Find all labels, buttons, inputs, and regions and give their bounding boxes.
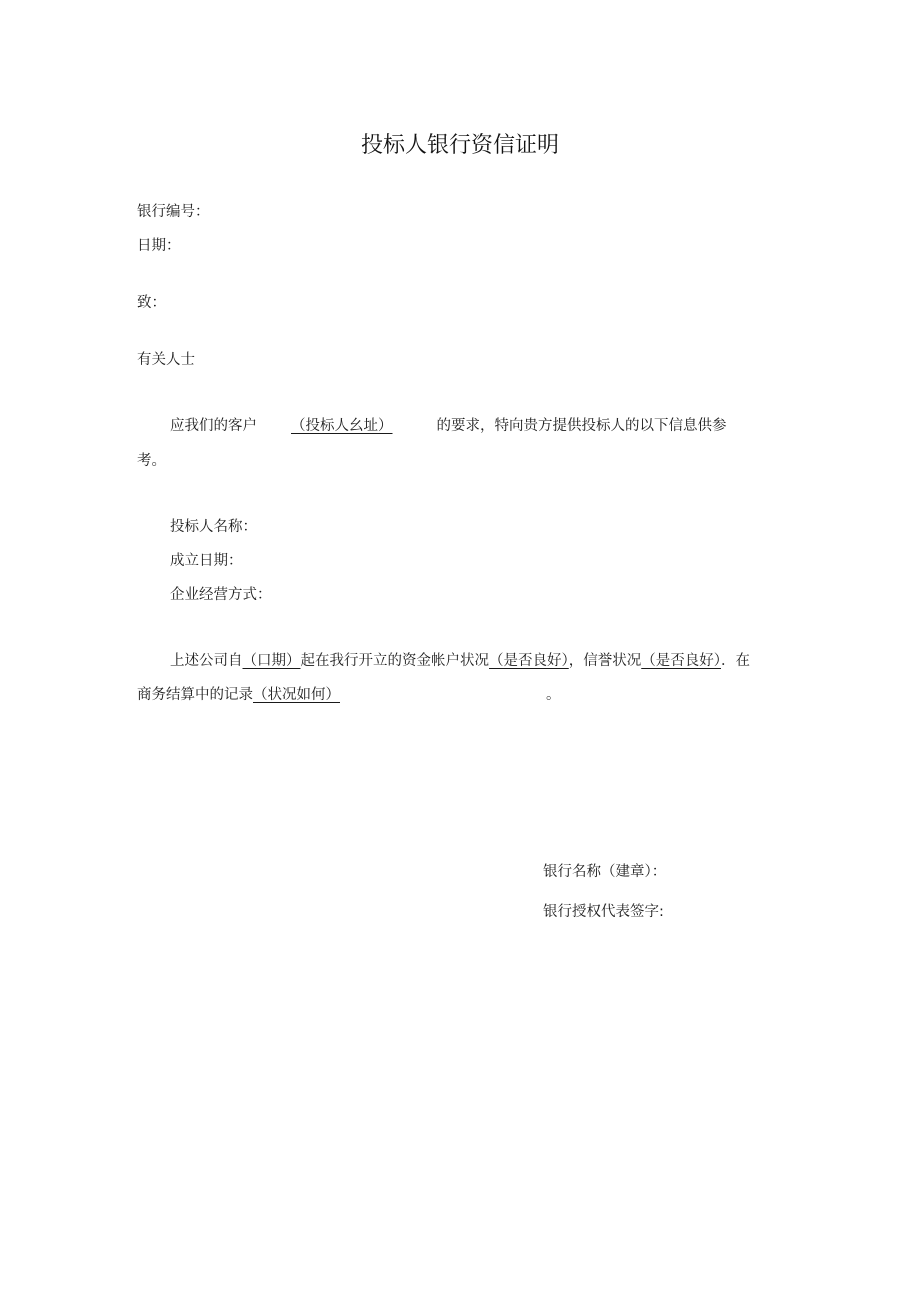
credit-status-placeholder: （是否良好）	[641, 653, 721, 669]
bank-representative-signature-label: 银行授权代表签字:	[543, 904, 664, 920]
bank-name-seal-label: 银行名称（建章）：	[543, 864, 667, 880]
account-status-placeholder: （是否良好）	[489, 653, 569, 669]
business-mode-label: 企业经营方式：	[170, 587, 272, 603]
para2-seg3: ，信誉状况	[568, 653, 642, 669]
bidder-address-placeholder: （投标人幺址）	[291, 418, 393, 434]
para2-seg4: ．在	[721, 653, 750, 669]
bidder-name-label: 投标人名称：	[170, 519, 257, 535]
date-label: 日期：	[137, 238, 181, 254]
to-label: 致：	[137, 295, 166, 311]
record-status-placeholder: （状况如何）	[253, 687, 340, 703]
established-date-label: 成立日期：	[170, 553, 243, 569]
date-placeholder: （口期）	[242, 653, 301, 669]
bank-number-label: 银行编号：	[137, 204, 210, 220]
para1-tail: 的要求，特向贵方提供投标人的以下信息供参	[436, 418, 727, 434]
para2-seg2: 起在我行开立的资金帐户状况	[300, 653, 489, 669]
paragraph-2-line-2	[137, 685, 561, 705]
para2-seg5: 商务结算中的记录	[137, 687, 253, 703]
recipient: 有关人士	[137, 352, 195, 368]
para2-seg1: 上述公司自	[170, 653, 243, 669]
para1-lead: 应我们的客户	[170, 418, 257, 434]
paragraph-1-line-2: 考。	[137, 453, 166, 469]
paragraph-2-line-1	[170, 651, 750, 671]
paragraph-1-line-1	[170, 416, 727, 436]
para2-end: 。	[546, 687, 561, 703]
document-title: 投标人银行资信证明	[360, 133, 559, 158]
